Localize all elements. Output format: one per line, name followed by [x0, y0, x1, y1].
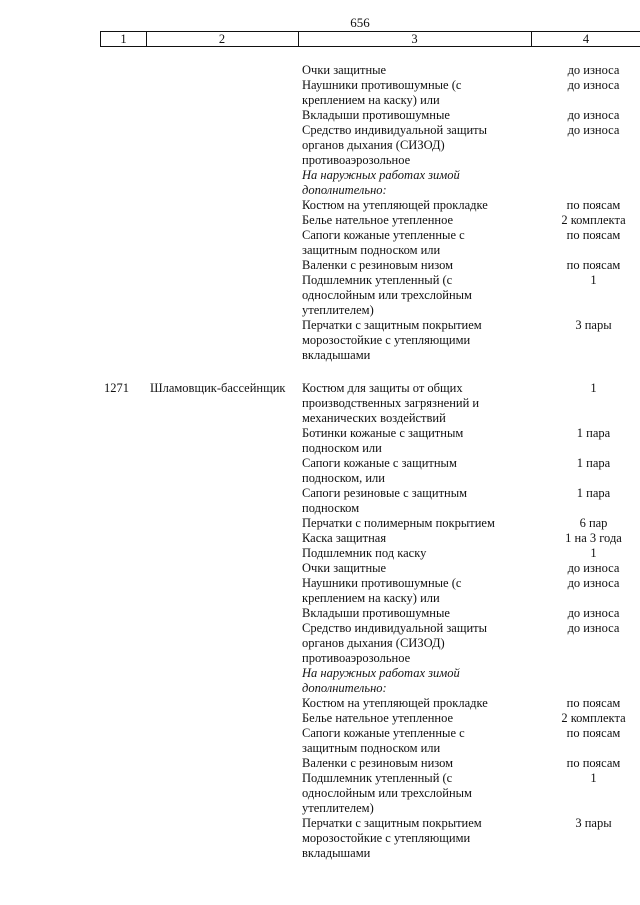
item-norm: по поясам	[566, 696, 621, 710]
item-name	[302, 123, 547, 168]
item-name	[302, 576, 547, 606]
item-line: Костюм на утепляющей прокладке	[302, 696, 488, 710]
table-row	[0, 621, 640, 666]
item-norm: до износа	[567, 108, 620, 122]
item-norm: до износа	[567, 561, 620, 575]
item-norm: 3 пары	[575, 816, 612, 830]
item-name	[302, 213, 547, 228]
section-note	[302, 168, 547, 198]
item-line: производственных загрязнений и	[302, 396, 480, 410]
item-norm: 1	[590, 546, 597, 560]
item-line: механических воздействий	[302, 411, 446, 425]
table-row	[0, 726, 640, 756]
header-col-1: 1	[120, 32, 127, 46]
item-name	[302, 78, 547, 108]
table-row	[0, 756, 640, 771]
item-name	[302, 516, 547, 531]
item-line: Наушники противошумные (с	[302, 576, 462, 590]
item-norm: 1 на 3 года	[565, 531, 622, 545]
item-norm: по поясам	[566, 198, 621, 212]
item-line: креплением на каску) или	[302, 93, 440, 107]
item-line: Белье нательное утепленное	[302, 213, 454, 227]
item-name	[302, 756, 547, 771]
item-line: На наружных работах зимой	[302, 666, 460, 680]
item-line: Сапоги кожаные утепленные с	[302, 726, 465, 740]
item-line: Перчатки с защитным покрытием	[302, 318, 482, 332]
item-line: Перчатки с полимерным покрытием	[302, 516, 495, 530]
item-line: Вкладыши противошумные	[302, 108, 450, 122]
item-norm: по поясам	[566, 726, 621, 740]
item-line: однослойным или трехслойным	[302, 288, 472, 302]
item-line: Сапоги резиновые с защитным	[302, 486, 468, 500]
item-norm: 1	[590, 771, 597, 785]
item-name	[302, 621, 547, 666]
item-name	[302, 228, 547, 258]
profession-name: Шламовщик-бассейнщик	[150, 381, 286, 395]
entry-number: 1271	[104, 381, 129, 395]
item-name	[302, 318, 547, 363]
item-norm: 2 комплекта	[561, 213, 626, 227]
table-row	[0, 228, 640, 258]
table-row	[0, 516, 640, 531]
table-row	[0, 606, 640, 621]
item-name	[302, 198, 547, 213]
item-norm: 1	[590, 273, 597, 287]
item-name	[302, 606, 547, 621]
item-line: Очки защитные	[302, 63, 387, 77]
item-line: вкладышами	[302, 846, 371, 860]
table-row	[0, 78, 640, 108]
item-line: дополнительно:	[302, 183, 387, 197]
item-name	[302, 711, 547, 726]
item-name	[302, 816, 547, 861]
item-name	[302, 63, 547, 78]
item-norm: до износа	[567, 576, 620, 590]
entry-spacer	[0, 363, 640, 381]
item-line: креплением на каску) или	[302, 591, 440, 605]
item-line: Каска защитная	[302, 531, 387, 545]
item-line: Валенки с резиновым низом	[302, 258, 454, 272]
table-row	[0, 258, 640, 273]
table-row	[0, 486, 640, 516]
item-line: Костюм на утепляющей прокладке	[302, 198, 488, 212]
table-row	[0, 531, 640, 546]
table-row	[0, 546, 640, 561]
item-norm: 3 пары	[575, 318, 612, 332]
item-norm: по поясам	[566, 228, 621, 242]
table-header	[100, 31, 640, 47]
item-norm: 1 пара	[576, 426, 611, 440]
item-line: На наружных работах зимой	[302, 168, 460, 182]
table-row	[0, 123, 640, 168]
item-line: Подшлемник утепленный (с	[302, 771, 453, 785]
item-line: Средство индивидуальной защиты	[302, 621, 488, 635]
item-norm: 2 комплекта	[561, 711, 626, 725]
item-name	[302, 456, 547, 486]
item-line: морозостойкие с утепляющими	[302, 831, 471, 845]
table-row	[0, 561, 640, 576]
table-row	[0, 318, 640, 363]
item-line: защитным подноском или	[302, 243, 441, 257]
item-line: вкладышами	[302, 348, 371, 362]
item-name	[302, 561, 547, 576]
item-line: Очки защитные	[302, 561, 387, 575]
table-row	[0, 771, 640, 816]
item-line: утеплителем)	[302, 303, 374, 317]
item-line: органов дыхания (СИЗОД)	[302, 138, 445, 152]
item-line: Наушники противошумные (с	[302, 78, 462, 92]
item-line: Костюм для защиты от общих	[302, 381, 463, 395]
table-row	[0, 168, 640, 198]
table-row	[0, 426, 640, 456]
item-line: подноском, или	[302, 471, 385, 485]
item-line: противоаэрозольное	[302, 153, 411, 167]
item-norm: 1	[590, 381, 597, 395]
item-name	[302, 426, 547, 456]
item-line: Перчатки с защитным покрытием	[302, 816, 482, 830]
item-norm: 1 пара	[576, 486, 611, 500]
item-name	[302, 531, 547, 546]
table-row	[0, 696, 640, 711]
item-line: защитным подноском или	[302, 741, 441, 755]
table-row	[0, 816, 640, 861]
table-row	[0, 666, 640, 696]
table-row	[0, 711, 640, 726]
item-line: утеплителем)	[302, 801, 374, 815]
item-name	[302, 546, 547, 561]
table-row	[0, 273, 640, 318]
item-line: Средство индивидуальной защиты	[302, 123, 488, 137]
header-col-4: 4	[582, 32, 590, 46]
item-line: морозостойкие с утепляющими	[302, 333, 471, 347]
table-row	[0, 63, 640, 78]
item-norm: до износа	[567, 621, 620, 635]
section-note	[302, 666, 547, 696]
item-norm: до износа	[567, 606, 620, 620]
item-name	[302, 771, 547, 816]
item-name	[302, 696, 547, 711]
item-line: органов дыхания (СИЗОД)	[302, 636, 445, 650]
item-line: подноском или	[302, 441, 382, 455]
table-row	[0, 213, 640, 228]
header-col-3: 3	[411, 32, 418, 46]
item-name	[302, 273, 547, 318]
item-norm: 1 пара	[576, 456, 611, 470]
item-name	[302, 108, 547, 123]
table-body	[0, 63, 640, 861]
page-number: 656	[350, 15, 370, 30]
item-line: Вкладыши противошумные	[302, 606, 450, 620]
table-row	[0, 576, 640, 606]
item-line: противоаэрозольное	[302, 651, 411, 665]
item-name	[302, 381, 547, 426]
item-line: Сапоги кожаные с защитным	[302, 456, 457, 470]
item-line: Валенки с резиновым низом	[302, 756, 454, 770]
item-line: Сапоги кожаные утепленные с	[302, 228, 465, 242]
item-name	[302, 726, 547, 756]
table-row	[0, 198, 640, 213]
item-norm: до износа	[567, 63, 620, 77]
item-norm: 6 пар	[579, 516, 608, 530]
item-line: подноском	[302, 501, 360, 515]
item-norm: до износа	[567, 78, 620, 92]
header-col-2: 2	[218, 32, 226, 46]
item-norm: до износа	[567, 123, 620, 137]
item-name	[302, 486, 547, 516]
item-line: однослойным или трехслойным	[302, 786, 472, 800]
item-line: Подшлемник под каску	[302, 546, 427, 560]
item-norm: по поясам	[566, 258, 621, 272]
item-line: дополнительно:	[302, 681, 387, 695]
item-name	[302, 258, 547, 273]
item-line: Ботинки кожаные с защитным	[302, 426, 464, 440]
table-row	[0, 381, 640, 426]
table-row	[0, 456, 640, 486]
item-norm: по поясам	[566, 756, 621, 770]
item-line: Подшлемник утепленный (с	[302, 273, 453, 287]
table-row	[0, 108, 640, 123]
item-line: Белье нательное утепленное	[302, 711, 454, 725]
